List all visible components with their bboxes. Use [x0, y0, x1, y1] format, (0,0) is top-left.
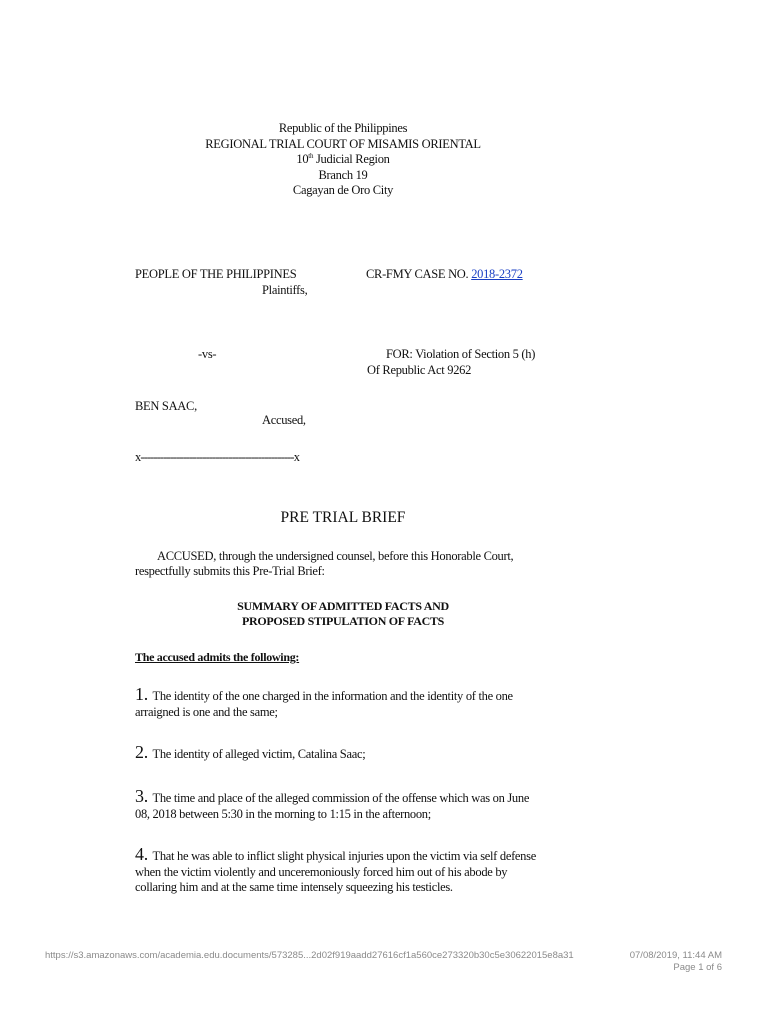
list-item	[135, 742, 555, 763]
footer-page-number: Page 1 of 6	[673, 962, 722, 973]
region-number: 10	[296, 152, 309, 166]
list-item-line	[135, 786, 555, 807]
intro-line-1: ACCUSED, through the undersigned counsel, before this Honorable Court,	[157, 549, 514, 563]
list-item	[135, 684, 555, 720]
case-label: CR-FMY CASE NO.	[366, 267, 469, 281]
list-item-line: when the victim violently and unceremoniously forced him out of his abode by	[135, 864, 508, 879]
list-item-text: The identity of alleged victim, Catalina Saac;	[152, 747, 366, 761]
document-title: PRE TRIAL BRIEF	[280, 509, 406, 526]
list-item	[135, 844, 555, 896]
accused-role: Accused,	[262, 413, 306, 427]
case-number-link[interactable]: 2018-2372	[471, 267, 523, 281]
plaintiff-name: PEOPLE OF THE PHILIPPINES	[135, 267, 297, 281]
caption-divider: x-----------------------------------------------x	[135, 450, 300, 464]
versus-label: -vs-	[198, 347, 217, 361]
case-number-line	[366, 267, 523, 282]
offense-line-2: Of Republic Act 9262	[367, 363, 472, 377]
offense-line-1: FOR: Violation of Section 5 (h)	[386, 347, 536, 361]
list-item	[135, 786, 555, 822]
list-item-line: collaring him and at the same time intensely squeezing his testicles.	[135, 880, 453, 894]
list-item-line: arraigned is one and the same;	[135, 704, 278, 719]
header-branch: Branch 19	[318, 167, 368, 182]
header-republic: Republic of the Philippines	[278, 121, 408, 135]
list-item-number: 4.	[135, 844, 148, 864]
admissions-subheading: The accused admits the following:	[135, 650, 300, 664]
list-item-number: 1.	[135, 684, 148, 704]
list-item-line: 08, 2018 between 5:30 in the morning to 1:15 in the afternoon;	[135, 806, 431, 821]
section-heading-1: SUMMARY OF ADMITTED FACTS AND	[237, 599, 449, 613]
header-court-name: REGIONAL TRIAL COURT OF MISAMIS ORIENTAL	[205, 136, 481, 151]
header-judicial-region	[0, 152, 686, 168]
list-item-number: 3.	[135, 786, 148, 806]
section-heading-2: PROPOSED STIPULATION OF FACTS	[241, 614, 445, 628]
list-item-text: The time and place of the alleged commission of the offense which was on June	[152, 791, 530, 805]
list-item-number: 2.	[135, 742, 148, 762]
intro-line-2: respectfully submits this Pre-Trial Brief:	[135, 564, 325, 578]
list-item-line	[135, 844, 555, 865]
list-item-text: The identity of the one charged in the information and the identity of the one	[152, 689, 513, 703]
header-city: Cagayan de Oro City	[292, 183, 394, 197]
list-item-line	[135, 742, 555, 763]
region-text: Judicial Region	[313, 152, 390, 166]
court-header	[0, 121, 686, 199]
footer-url: https://s3.amazonaws.com/academia.edu.documents/573285...2d02f919aadd27616cf1a560ce273320b30c5e30622015e8a31	[45, 950, 574, 961]
list-item-line	[135, 684, 555, 705]
region-ordinal: th	[308, 151, 314, 160]
list-item-text: That he was able to inflict slight physical injuries upon the victim via self defense	[152, 849, 536, 863]
accused-name: BEN SAAC,	[135, 399, 197, 413]
plaintiff-role: Plaintiffs,	[262, 283, 308, 297]
footer-datetime: 07/08/2019, 11:44 AM	[629, 950, 722, 961]
